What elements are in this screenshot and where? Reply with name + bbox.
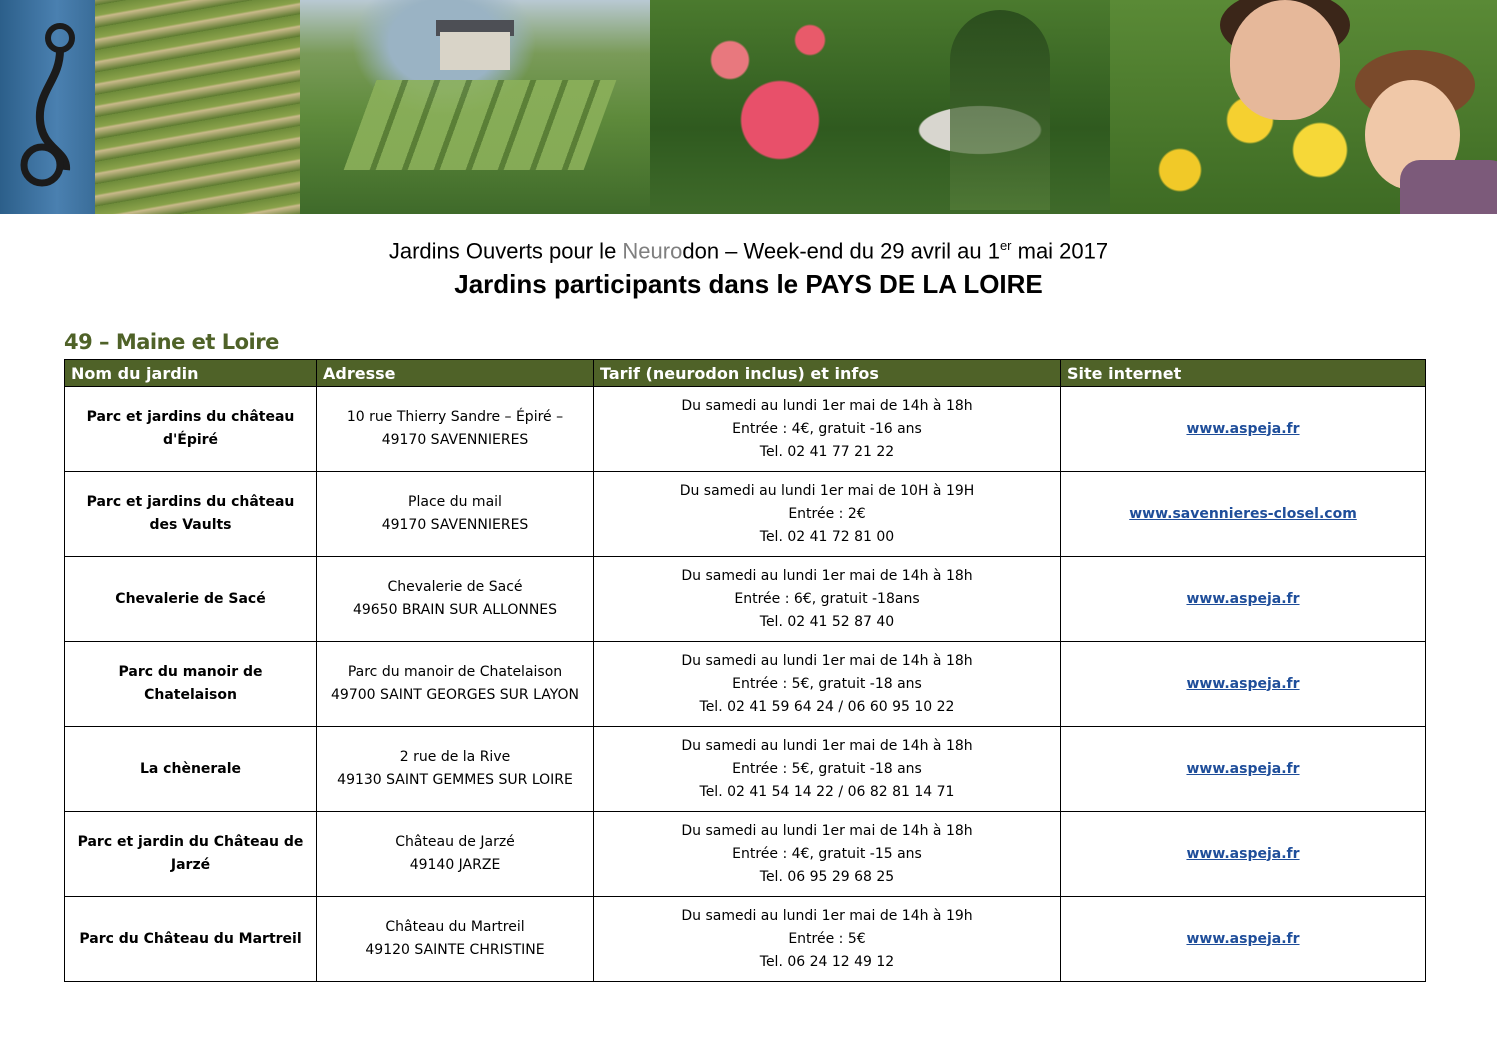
- tarif-line: Tel. 06 95 29 68 25: [759, 868, 895, 885]
- address-line: Chevalerie de Sacé: [387, 579, 523, 595]
- site-link[interactable]: www.aspeja.fr: [1186, 760, 1300, 777]
- site-link[interactable]: www.savennieres-closel.com: [1129, 505, 1357, 522]
- banner-image-roses: [650, 0, 1130, 214]
- gardens-table: [64, 359, 1426, 982]
- garden-tarif: [594, 642, 1061, 727]
- tarif-line: Entrée : 4€, gratuit -15 ans: [732, 845, 922, 862]
- tarif-line: Tel. 02 41 54 14 22 / 06 82 81 14 71: [699, 783, 955, 800]
- garden-address: [317, 387, 594, 472]
- site-link[interactable]: www.aspeja.fr: [1186, 845, 1300, 862]
- site-link[interactable]: www.aspeja.fr: [1186, 420, 1300, 437]
- address-line: 49700 SAINT GEORGES SUR LAYON: [331, 687, 579, 703]
- tarif-line: Tel. 02 41 52 87 40: [759, 613, 895, 630]
- tarif-line: Tel. 06 24 12 49 12: [759, 953, 895, 970]
- column-header: Adresse: [317, 360, 594, 387]
- address-line: Château du Martreil: [385, 919, 525, 935]
- tarif-line: Entrée : 2€: [788, 505, 866, 522]
- garden-tarif: [594, 897, 1061, 982]
- address-line: 49130 SAINT GEMMES SUR LOIRE: [337, 772, 573, 788]
- garden-site: [1061, 642, 1426, 727]
- tarif-line: Entrée : 5€, gratuit -18 ans: [732, 760, 922, 777]
- garden-name: Parc du Château du Martreil: [65, 897, 317, 982]
- banner-image-maze: [0, 0, 320, 214]
- child-shirt: [1400, 160, 1497, 214]
- address-line: 49170 SAVENNIERES: [381, 517, 529, 533]
- address-line: 49650 BRAIN SUR ALLONNES: [352, 602, 558, 618]
- garden-tarif: [594, 387, 1061, 472]
- tarif-line: Entrée : 6€, gratuit -18ans: [734, 590, 920, 607]
- address-line: 2 rue de la Rive: [399, 749, 511, 765]
- address-line: 49140 JARZE: [409, 857, 501, 873]
- garden-site: [1061, 727, 1426, 812]
- title-neuro: Neuro: [622, 238, 683, 264]
- table-header-row: [65, 360, 1426, 387]
- woman-face: [1230, 0, 1340, 120]
- section-heading: 49 – Maine et Loire: [64, 330, 279, 354]
- site-link[interactable]: www.aspeja.fr: [1186, 675, 1300, 692]
- tarif-line: Du samedi au lundi 1er mai de 14h à 18h: [681, 822, 973, 839]
- address-line: Parc du manoir de Chatelaison: [347, 664, 563, 680]
- tarif-line: Tel. 02 41 77 21 22: [759, 443, 895, 460]
- table-row: [65, 812, 1426, 897]
- garden-name: Chevalerie de Sacé: [65, 557, 317, 642]
- garden-site: [1061, 812, 1426, 897]
- table-row: [65, 897, 1426, 982]
- column-header: Nom du jardin: [65, 360, 317, 387]
- address-line: 49120 SAINTE CHRISTINE: [365, 942, 545, 958]
- address-line: 10 rue Thierry Sandre – Épiré –: [346, 409, 564, 425]
- tarif-line: Du samedi au lundi 1er mai de 14h à 19h: [681, 907, 973, 924]
- page-subtitle: Jardins participants dans le PAYS DE LA LOIRE: [454, 269, 1043, 299]
- table-row: [65, 557, 1426, 642]
- title-part: Jardins Ouverts pour le: [388, 238, 623, 264]
- address-line: Place du mail: [408, 494, 502, 510]
- tarif-line: Du samedi au lundi 1er mai de 14h à 18h: [681, 652, 973, 669]
- garden-tarif: [594, 557, 1061, 642]
- garden-arch: [950, 10, 1050, 210]
- tarif-line: Tel. 02 41 59 64 24 / 06 60 95 10 22: [699, 698, 955, 715]
- tarif-line: Du samedi au lundi 1er mai de 14h à 18h: [681, 737, 973, 754]
- garden-tarif: [594, 727, 1061, 812]
- tarif-line: Du samedi au lundi 1er mai de 14h à 18h: [681, 567, 973, 584]
- title-part: mai 2017: [1011, 238, 1109, 264]
- chateau-building: [440, 32, 510, 70]
- tarif-line: Du samedi au lundi 1er mai de 14h à 18h: [681, 397, 973, 414]
- table-row: [65, 642, 1426, 727]
- garden-site: [1061, 557, 1426, 642]
- header-banner: [0, 0, 1497, 214]
- garden-name: Parc du manoir de Chatelaison: [65, 642, 317, 727]
- garden-name: Parc et jardins du château des Vaults: [65, 472, 317, 557]
- site-link[interactable]: www.aspeja.fr: [1186, 930, 1300, 947]
- banner-image-family: [1110, 0, 1497, 214]
- table-row: [65, 387, 1426, 472]
- garden-address: [317, 472, 594, 557]
- address-line: 49170 SAVENNIERES: [381, 432, 529, 448]
- garden-site: [1061, 387, 1426, 472]
- tarif-line: Entrée : 4€, gratuit -16 ans: [732, 420, 922, 437]
- tarif-line: Tel. 02 41 72 81 00: [759, 528, 895, 545]
- column-header: Site internet: [1061, 360, 1426, 387]
- garden-address: [317, 897, 594, 982]
- tarif-line: Entrée : 5€, gratuit -18 ans: [732, 675, 922, 692]
- garden-name: La chènerale: [65, 727, 317, 812]
- garden-tarif: [594, 812, 1061, 897]
- column-header: Tarif (neurodon inclus) et infos: [594, 360, 1061, 387]
- tarif-line: Du samedi au lundi 1er mai de 10H à 19H: [679, 482, 975, 499]
- page-title: [0, 238, 1497, 264]
- door-knocker-icon: [18, 20, 78, 190]
- title-superscript: er: [999, 238, 1012, 253]
- garden-name: Parc et jardins du château d'Épiré: [65, 387, 317, 472]
- tarif-line: Entrée : 5€: [788, 930, 866, 947]
- garden-site: [1061, 897, 1426, 982]
- garden-address: [317, 642, 594, 727]
- garden-address: [317, 557, 594, 642]
- address-line: Château de Jarzé: [395, 834, 515, 850]
- garden-lawn: [344, 80, 617, 170]
- garden-address: [317, 812, 594, 897]
- table-row: [65, 472, 1426, 557]
- site-link[interactable]: www.aspeja.fr: [1186, 590, 1300, 607]
- title-part: don – Week-end du 29 avril au 1: [682, 238, 1000, 264]
- garden-name: Parc et jardin du Château de Jarzé: [65, 812, 317, 897]
- garden-address: [317, 727, 594, 812]
- garden-site: [1061, 472, 1426, 557]
- banner-image-chateau: [300, 0, 660, 214]
- garden-tarif: [594, 472, 1061, 557]
- table-row: [65, 727, 1426, 812]
